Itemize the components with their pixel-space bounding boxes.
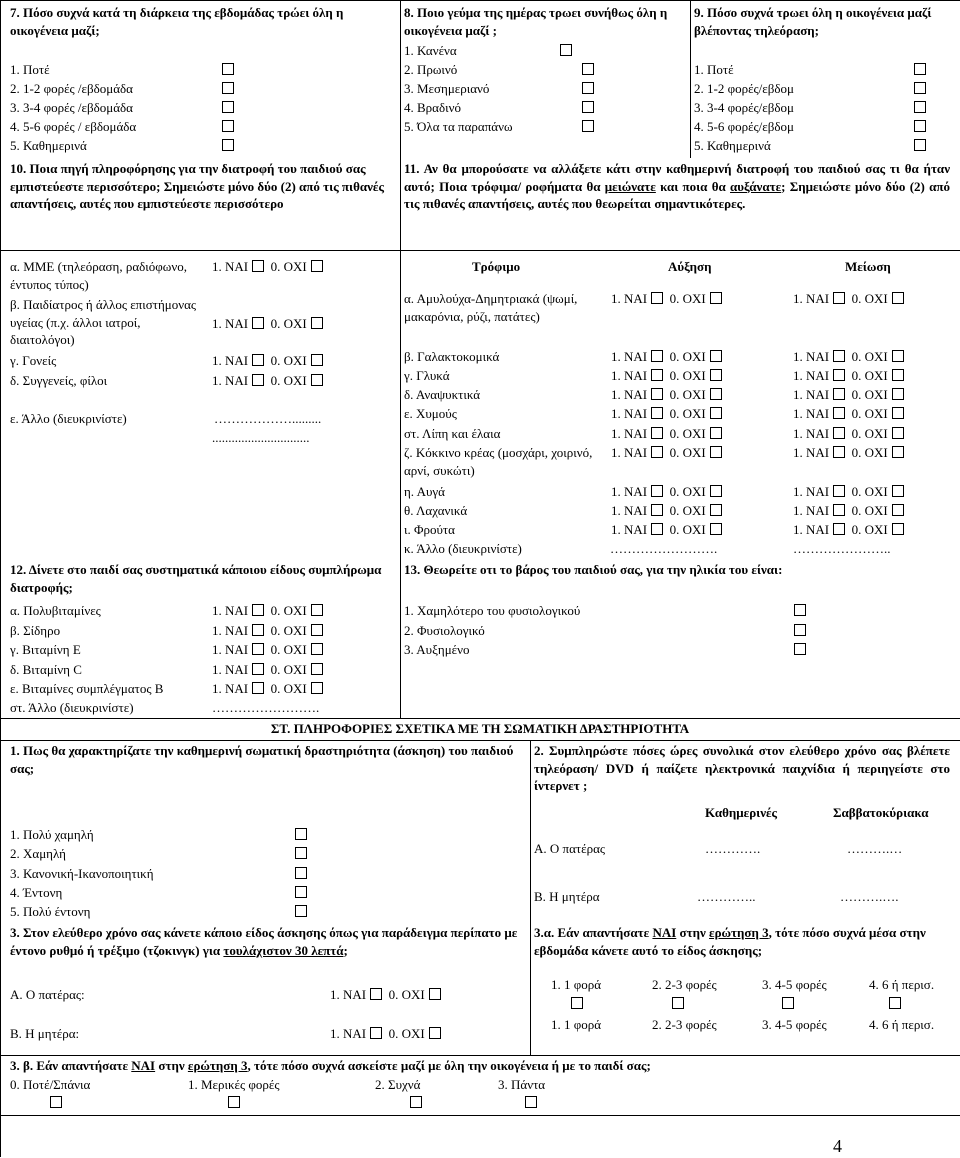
q12-yesno: 1. ΝΑΙ 0. ΟΧΙ	[212, 602, 323, 620]
pa3a-option: 3. 4-5 φορές	[762, 1017, 827, 1032]
pa3b-option: 1. Μερικές φορές	[188, 1077, 280, 1092]
pa1-option: 1. Πολύ χαμηλή	[10, 827, 94, 842]
pa1-checkbox-2[interactable]	[295, 847, 307, 859]
q11-decrease-yes-checkbox[interactable]	[833, 350, 845, 362]
q11-decrease-yes-checkbox[interactable]	[833, 427, 845, 439]
q11-decrease-yes-checkbox[interactable]	[833, 485, 845, 497]
q11-food-label: ζ. Κόκκινο κρέας (μοσχάρι, χοιρινό, αρνί, συκώτι)	[404, 445, 593, 478]
q11-increase-yesno: 1. ΝΑΙ 0. ΟΧΙ	[611, 386, 722, 404]
q11-decrease-no-checkbox[interactable]	[892, 369, 904, 381]
q7-option: 3. 3-4 φορές /εβδομάδα	[10, 100, 133, 115]
q7-title: 7. Πόσο συχνά κατά τη διάρκεια της εβδομάδας τρώει όλη η οικογένεια μαζί;	[10, 5, 344, 38]
q11-food-label: α. Αμυλούχα-Δημητριακά (ψωμί, μακαρόνια, ρύζι, πατάτες)	[404, 291, 578, 324]
q12-yesno: 1. ΝΑΙ 0. ΟΧΙ	[212, 622, 323, 640]
q10-yesno: 1. ΝΑΙ 0. ΟΧΙ	[212, 352, 323, 370]
q13-option: 2. Φυσιολογικό	[404, 623, 485, 638]
q11-decrease-no-checkbox[interactable]	[892, 350, 904, 362]
q12-other-label: στ. Άλλο (διευκρινίστε)	[10, 700, 134, 715]
q11-increase-no-checkbox[interactable]	[710, 407, 722, 419]
q13-checkbox-1[interactable]	[794, 604, 806, 616]
q11-decrease-yesno: 1. ΝΑΙ 0. ΟΧΙ	[793, 348, 904, 366]
q11-food-label: ε. Χυμούς	[404, 406, 457, 421]
pa2-row-label: Α. Ο πατέρας	[534, 841, 606, 856]
q11-increase-yesno: 1. ΝΑΙ 0. ΟΧΙ	[611, 348, 722, 366]
q11-increase-yes-checkbox[interactable]	[651, 427, 663, 439]
q9-option: 5. Καθημερινά	[694, 138, 771, 153]
q10-yesno: 1. ΝΑΙ 0. ΟΧΙ	[212, 315, 323, 333]
q8-option: 5. Όλα τα παραπάνω	[404, 119, 513, 134]
q10-title: 10. Ποια πηγή πληροφόρησης για την διατροφή του παιδιού σας εμπιστεύεστε περισσότερο; Σημειώστε μόνο δύο (2) από τις πιθανές απαντήσεις, αυτές που εμπιστεύεστε περισσότερο	[10, 161, 384, 212]
q11-increase-yes-checkbox[interactable]	[651, 504, 663, 516]
pa3b-checkbox-3[interactable]	[525, 1096, 537, 1108]
q8-checkbox-5[interactable]	[582, 120, 594, 132]
q12-other-dots[interactable]: …………………….	[212, 700, 320, 715]
q11-other-dots[interactable]: …………………….	[610, 541, 718, 556]
q12-item-label: β. Σίδηρο	[10, 623, 61, 638]
pa3a-title: 3.α. Εάν απαντήσατε ΝΑΙ στην ερώτηση 3, τότε πόσο συχνά μέσα στην εβδομάδα κάνετε αυτό το είδος άσκησης;	[534, 925, 926, 958]
q11-increase-yes-checkbox[interactable]	[651, 523, 663, 535]
q11-increase-yesno: 1. ΝΑΙ 0. ΟΧΙ	[611, 425, 722, 443]
q12-title: 12. Δίνετε στο παιδί σας συστηματικά κάποιου είδους συμπλήρωμα διατροφής;	[10, 562, 382, 595]
q11-col-increase: Αύξηση	[668, 259, 712, 274]
pa3b-checkbox-2[interactable]	[410, 1096, 422, 1108]
q9-checkbox-4[interactable]	[914, 120, 926, 132]
q10-yesno: 1. ΝΑΙ 0. ΟΧΙ	[212, 258, 323, 276]
q11-increase-yes-checkbox[interactable]	[651, 369, 663, 381]
q11-decrease-yes-checkbox[interactable]	[833, 504, 845, 516]
q7-option: 1. Ποτέ	[10, 62, 50, 77]
pa2-weekend-field[interactable]: ……….…	[847, 841, 903, 856]
q11-decrease-no-checkbox[interactable]	[892, 388, 904, 400]
q12-yesno: 1. ΝΑΙ 0. ΟΧΙ	[212, 680, 323, 698]
q7-checkbox-5[interactable]	[222, 139, 234, 151]
pa2-daily-field[interactable]: ………….	[705, 841, 761, 856]
q11-decrease-yes-checkbox[interactable]	[833, 292, 845, 304]
q11-col-decrease: Μείωση	[845, 259, 891, 274]
pa3-mother-yes-checkbox[interactable]	[370, 1027, 382, 1039]
q12-yes-checkbox[interactable]	[252, 663, 264, 675]
pa3a-option: 4. 6 ή περισ.	[869, 1017, 935, 1032]
q8-option: 1. Κανένα	[404, 43, 457, 58]
q9-checkbox-2[interactable]	[914, 82, 926, 94]
q9-checkbox-5[interactable]	[914, 139, 926, 151]
q11-col-food: Τρόφιμο	[472, 259, 521, 274]
pa3b-checkbox-0[interactable]	[50, 1096, 62, 1108]
q11-increase-no-checkbox[interactable]	[710, 523, 722, 535]
q11-decrease-no-checkbox[interactable]	[892, 407, 904, 419]
q7-option: 2. 1-2 φορές /εβδομάδα	[10, 81, 133, 96]
q12-no-checkbox[interactable]	[311, 604, 323, 616]
q8-option: 4. Βραδινό	[404, 100, 461, 115]
q11-increase-yes-checkbox[interactable]	[651, 446, 663, 458]
pa2-weekend-field[interactable]: ……….….	[840, 889, 899, 904]
q10-source-label: α. ΜΜΕ (τηλεόραση, ραδιόφωνο, έντυπος τύπος)	[10, 259, 187, 292]
q11-decrease-yesno: 1. ΝΑΙ 0. ΟΧΙ	[793, 290, 904, 308]
q11-increase-yesno: 1. ΝΑΙ 0. ΟΧΙ	[611, 444, 722, 462]
pa2-col-weekend: Σαββατοκύριακα	[833, 805, 929, 820]
q11-title: 11. Αν θα μπορούσατε να αλλάξετε κάτι στην καθημερινή διατροφή του παιδιού σας τι θα ήταν αυτό; Ποια τρόφιμα/ ροφήματα θα μειώνατε και ποια θα αυξάνατε; Σημειώστε μόνο δύο (2) από τις πιθανές απαντήσεις, αυτές που θεωρείται σημαντικότερες.	[404, 161, 950, 212]
q11-decrease-yesno: 1. ΝΑΙ 0. ΟΧΙ	[793, 521, 904, 539]
q10-a-yes-checkbox[interactable]	[252, 260, 264, 272]
q11-increase-yes-checkbox[interactable]	[651, 388, 663, 400]
q9-option: 2. 1-2 φορές/εβδομ	[694, 81, 794, 96]
q12-yesno: 1. ΝΑΙ 0. ΟΧΙ	[212, 661, 323, 679]
q11-increase-no-checkbox[interactable]	[710, 427, 722, 439]
page-number: 4	[833, 1136, 842, 1156]
q11-increase-yesno: 1. ΝΑΙ 0. ΟΧΙ	[611, 367, 722, 385]
pa3a-option: 3. 4-5 φορές	[762, 977, 827, 992]
q7-checkbox-1[interactable]	[222, 63, 234, 75]
q11-increase-yesno: 1. ΝΑΙ 0. ΟΧΙ	[611, 483, 722, 501]
q11-increase-no-checkbox[interactable]	[710, 504, 722, 516]
q12-yes-checkbox[interactable]	[252, 643, 264, 655]
pa2-title: 2. Συμπληρώστε πόσες ώρες συνολικά στον ελεύθερο χρόνο σας βλέπετε τηλεόραση/ DVD ή παίζετε ηλεκτρονικά παιχνίδια ή περιηγείστε στο ίντερνετ ;	[534, 743, 950, 794]
q10-c-no-checkbox[interactable]	[311, 354, 323, 366]
q7-checkbox-3[interactable]	[222, 101, 234, 113]
pa2-col-daily: Καθημερινές	[705, 805, 778, 820]
q7-checkbox-2[interactable]	[222, 82, 234, 94]
q11-decrease-yesno: 1. ΝΑΙ 0. ΟΧΙ	[793, 502, 904, 520]
pa3-yesno: 1. ΝΑΙ 0. ΟΧΙ	[330, 1025, 441, 1043]
q11-decrease-yesno: 1. ΝΑΙ 0. ΟΧΙ	[793, 386, 904, 404]
q12-no-checkbox[interactable]	[311, 624, 323, 636]
q12-yes-checkbox[interactable]	[252, 682, 264, 694]
q7-option: 5. Καθημερινά	[10, 138, 87, 153]
q11-food-label: ι. Φρούτα	[404, 522, 455, 537]
pa2-daily-field[interactable]: …………..	[697, 889, 756, 904]
q11-increase-yes-checkbox[interactable]	[651, 407, 663, 419]
q9-option: 1. Ποτέ	[694, 62, 734, 77]
q10-a-no-checkbox[interactable]	[311, 260, 323, 272]
q12-no-checkbox[interactable]	[311, 682, 323, 694]
q12-item-label: ε. Βιταμίνες συμπλέγματος Β	[10, 681, 164, 696]
q11-food-label: β. Γαλακτοκομικά	[404, 349, 500, 364]
q11-decrease-yesno: 1. ΝΑΙ 0. ΟΧΙ	[793, 367, 904, 385]
q11-decrease-yes-checkbox[interactable]	[833, 388, 845, 400]
q11-decrease-yes-checkbox[interactable]	[833, 369, 845, 381]
pa3a-checkbox[interactable]	[889, 997, 901, 1009]
pa3-yesno: 1. ΝΑΙ 0. ΟΧΙ	[330, 986, 441, 1004]
pa3b-title: 3. β. Εάν απαντήσατε ΝΑΙ στην ερώτηση 3, τότε πόσο συχνά ασκείστε μαζί με όλη την οικογένεια ή με το παιδί σας;	[10, 1058, 651, 1073]
q11-decrease-yes-checkbox[interactable]	[833, 446, 845, 458]
q13-option: 3. Αυξημένο	[404, 642, 470, 657]
section-title: ΣΤ. ΠΛΗΡΟΦΟΡΙΕΣ ΣΧΕΤΙΚΑ ΜΕ ΤΗ ΣΩΜΑΤΙΚΗ ΔΡΑΣΤΗΡΙΟΤΗΤΑ	[270, 721, 690, 736]
pa1-option: 4. Έντονη	[10, 885, 63, 900]
q11-increase-yes-checkbox[interactable]	[651, 292, 663, 304]
q10-b-yes-checkbox[interactable]	[252, 317, 264, 329]
q10-other-dots[interactable]: ..............................	[212, 430, 310, 445]
q11-increase-no-checkbox[interactable]	[710, 292, 722, 304]
q10-other-label: ε. Άλλο (διευκρινίστε)	[10, 411, 127, 426]
q11-decrease-yes-checkbox[interactable]	[833, 407, 845, 419]
q11-food-label: δ. Αναψυκτικά	[404, 387, 481, 402]
pa1-checkbox-1[interactable]	[295, 828, 307, 840]
q9-checkbox-3[interactable]	[914, 101, 926, 113]
q12-yes-checkbox[interactable]	[252, 604, 264, 616]
pa1-checkbox-3[interactable]	[295, 867, 307, 879]
q12-item-label: γ. Βιταμίνη Ε	[10, 642, 81, 657]
pa3a-checkbox[interactable]	[571, 997, 583, 1009]
q11-increase-no-checkbox[interactable]	[710, 369, 722, 381]
q10-b-no-checkbox[interactable]	[311, 317, 323, 329]
q11-other-label: κ. Άλλο (διευκρινίστε)	[404, 541, 522, 556]
q11-decrease-no-checkbox[interactable]	[892, 485, 904, 497]
q11-other-dots[interactable]: …………………..	[793, 541, 891, 556]
q8-checkbox-3[interactable]	[582, 82, 594, 94]
pa3a-option: 2. 2-3 φορές	[652, 1017, 717, 1032]
q11-decrease-no-checkbox[interactable]	[892, 427, 904, 439]
q12-item-label: α. Πολυβιταμίνες	[10, 603, 101, 618]
q11-increase-yesno: 1. ΝΑΙ 0. ΟΧΙ	[611, 290, 722, 308]
q7-option: 4. 5-6 φορές / εβδομάδα	[10, 119, 137, 134]
pa1-checkbox-4[interactable]	[295, 886, 307, 898]
pa3a-option: 1. 1 φορά	[551, 977, 602, 992]
q10-yesno: 1. ΝΑΙ 0. ΟΧΙ	[212, 372, 323, 390]
q11-decrease-yes-checkbox[interactable]	[833, 523, 845, 535]
q11-decrease-no-checkbox[interactable]	[892, 446, 904, 458]
q13-title: 13. Θεωρείτε οτι το βάρος του παιδιού σας, για την ηλικία του είναι:	[404, 562, 783, 577]
q11-decrease-yesno: 1. ΝΑΙ 0. ΟΧΙ	[793, 405, 904, 423]
q11-food-label: θ. Λαχανικά	[404, 503, 468, 518]
q8-checkbox-4[interactable]	[582, 101, 594, 113]
pa3a-option: 2. 2-3 φορές	[652, 977, 717, 992]
pa3-title: 3. Στον ελεύθερο χρόνο σας κάνετε κάποιο είδος άσκησης όπως για παράδειγμα περίπατο με έντονο ρυθμό ή τρέξιμο (τζοκινγκ) για τουλάχιστον 30 λεπτά;	[10, 925, 518, 958]
q9-checkbox-1[interactable]	[914, 63, 926, 75]
pa3a-checkbox[interactable]	[672, 997, 684, 1009]
q12-yesno: 1. ΝΑΙ 0. ΟΧΙ	[212, 641, 323, 659]
q8-checkbox-2[interactable]	[582, 63, 594, 75]
q11-increase-yes-checkbox[interactable]	[651, 485, 663, 497]
q12-yes-checkbox[interactable]	[252, 624, 264, 636]
q10-c-yes-checkbox[interactable]	[252, 354, 264, 366]
q8-option: 3. Μεσημεριανό	[404, 81, 490, 96]
q11-increase-yesno: 1. ΝΑΙ 0. ΟΧΙ	[611, 502, 722, 520]
q13-checkbox-3[interactable]	[794, 643, 806, 655]
q10-source-label: δ. Συγγενείς, φίλοι	[10, 373, 108, 388]
q11-increase-no-checkbox[interactable]	[710, 388, 722, 400]
q11-food-label: γ. Γλυκά	[404, 368, 450, 383]
q8-checkbox-1[interactable]	[560, 44, 572, 56]
q11-food-label: στ. Λίπη και έλαια	[404, 426, 501, 441]
pa1-checkbox-5[interactable]	[295, 905, 307, 917]
pa3-father-yes-checkbox[interactable]	[370, 988, 382, 1000]
pa3-mother-no-checkbox[interactable]	[429, 1027, 441, 1039]
q11-increase-yes-checkbox[interactable]	[651, 350, 663, 362]
q11-decrease-no-checkbox[interactable]	[892, 504, 904, 516]
q13-checkbox-2[interactable]	[794, 624, 806, 636]
q10-d-yes-checkbox[interactable]	[252, 374, 264, 386]
pa3a-option: 4. 6 ή περισ.	[869, 977, 935, 992]
pa3b-option: 2. Συχνά	[375, 1077, 421, 1092]
q11-increase-no-checkbox[interactable]	[710, 485, 722, 497]
q11-decrease-no-checkbox[interactable]	[892, 523, 904, 535]
q9-title: 9. Πόσο συχνά τρωει όλη η οικογένεια μαζί βλέποντας τηλεόραση;	[694, 5, 932, 38]
q11-decrease-yesno: 1. ΝΑΙ 0. ΟΧΙ	[793, 425, 904, 443]
q11-decrease-no-checkbox[interactable]	[892, 292, 904, 304]
q10-d-no-checkbox[interactable]	[311, 374, 323, 386]
pa2-row-label: Β. Η μητέρα	[534, 889, 600, 904]
q12-item-label: δ. Βιταμίνη C	[10, 662, 82, 677]
q11-decrease-yesno: 1. ΝΑΙ 0. ΟΧΙ	[793, 483, 904, 501]
q11-increase-no-checkbox[interactable]	[710, 446, 722, 458]
pa3b-checkbox-1[interactable]	[228, 1096, 240, 1108]
pa3-row-label: Α. Ο πατέρας:	[10, 987, 85, 1002]
q11-increase-no-checkbox[interactable]	[710, 350, 722, 362]
pa1-option: 5. Πολύ έντονη	[10, 904, 91, 919]
q9-option: 4. 5-6 φορές/εβδομ	[694, 119, 794, 134]
q10-source-label: β. Παιδίατρος ή άλλος επιστήμονας υγείας (π.χ. άλλοι ιατροί, διαιτολόγοι)	[10, 297, 197, 348]
q9-option: 3. 3-4 φορές/εβδομ	[694, 100, 794, 115]
pa1-option: 2. Χαμηλή	[10, 846, 66, 861]
q13-option: 1. Χαμηλότερο του φυσιολογικού	[404, 603, 581, 618]
pa3a-checkbox[interactable]	[782, 997, 794, 1009]
pa3b-option: 0. Ποτέ/Σπάνια	[10, 1077, 91, 1092]
pa3-father-no-checkbox[interactable]	[429, 988, 441, 1000]
q11-decrease-yesno: 1. ΝΑΙ 0. ΟΧΙ	[793, 444, 904, 462]
q8-option: 2. Πρωινό	[404, 62, 458, 77]
q11-increase-yesno: 1. ΝΑΙ 0. ΟΧΙ	[611, 521, 722, 539]
pa3b-option: 3. Πάντα	[498, 1077, 546, 1092]
q10-source-label: γ. Γονείς	[10, 353, 57, 368]
q11-increase-yesno: 1. ΝΑΙ 0. ΟΧΙ	[611, 405, 722, 423]
pa3-row-label: Β. Η μητέρα:	[10, 1026, 80, 1041]
q12-no-checkbox[interactable]	[311, 663, 323, 675]
q12-no-checkbox[interactable]	[311, 643, 323, 655]
pa3a-option: 1. 1 φορά	[551, 1017, 602, 1032]
q10-other-dots[interactable]: ……………….........	[214, 411, 322, 426]
q8-title: 8. Ποιο γεύμα της ημέρας τρωει συνήθως όλη η οικογένεια μαζί ;	[404, 5, 668, 38]
pa1-title: 1. Πως θα χαρακτηρίζατε την καθημερινή σωματική δραστηριότητα (άσκηση) του παιδιού σας;	[10, 743, 514, 776]
q11-food-label: η. Αυγά	[404, 484, 445, 499]
pa1-option: 3. Κανονική-Ικανοποιητική	[10, 866, 154, 881]
q7-checkbox-4[interactable]	[222, 120, 234, 132]
